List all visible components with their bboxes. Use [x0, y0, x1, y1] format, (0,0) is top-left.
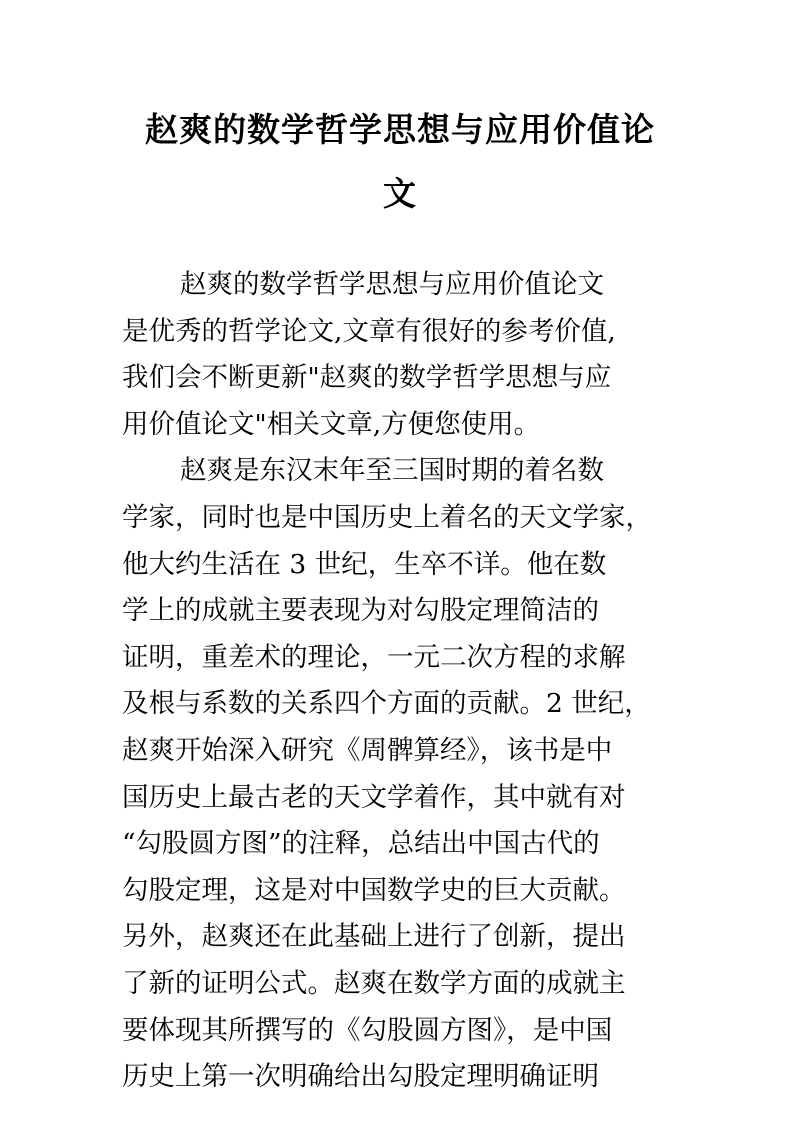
paragraph-2-line-12: 了新的证明公式。赵爽在数学方面的成就主: [122, 967, 626, 999]
paragraph-1-line-3: 我们会不断更新"赵爽的数学哲学思想与应: [122, 362, 612, 394]
page-title: [122, 98, 678, 226]
title-line-2: 文: [383, 174, 417, 213]
paragraph-2-line-14: 历史上第一次明确给出勾股定理明确证明: [122, 1061, 599, 1093]
body-text: [122, 262, 678, 1101]
paragraph-2-line-11: 另外，赵爽还在此基础上进行了创新，提出: [122, 921, 626, 953]
paragraph-2-line-6: 及根与系数的关系四个方面的贡献。2 世纪，: [122, 688, 651, 720]
paragraph-2-line-2: 学家，同时也是中国历史上着名的天文学家，: [122, 501, 652, 533]
paragraph-2-line-5: 证明，重差术的理论，一元二次方程的求解: [122, 641, 626, 673]
paragraph-2-line-1: 赵爽是东汉末年至三国时期的着名数: [180, 455, 604, 487]
paragraph-2-line-8: 国历史上最古老的天文学着作，其中就有对: [122, 781, 626, 813]
paragraph-2-line-7: 赵爽开始深入研究《周髀算经》，该书是中: [122, 734, 613, 766]
paragraph-2-line-4: 学上的成就主要表现为对勾股定理简洁的: [122, 595, 599, 627]
title-line-1: 赵爽的数学哲学思想与应用价值论: [145, 110, 655, 149]
paragraph-2-line-10: 勾股定理，这是对中国数学史的巨大贡献。: [122, 874, 626, 906]
paragraph-2-line-9: “勾股圆方图”的注释，总结出中国古代的: [122, 828, 600, 860]
paragraph-1-line-1: 赵爽的数学哲学思想与应用价值论文: [180, 269, 604, 300]
paragraph-2-line-13: 要体现其所撰写的《勾股圆方图》，是中国: [122, 1014, 613, 1046]
paragraph-1-line-4: 用价值论文"相关文章,方便您使用。: [122, 408, 541, 440]
paragraph-2-line-3: 他大约生活在 3 世纪，生卒不详。他在数: [122, 548, 607, 580]
paragraph-1-line-2: 是优秀的哲学论文,文章有很好的参考价值,: [122, 315, 616, 347]
